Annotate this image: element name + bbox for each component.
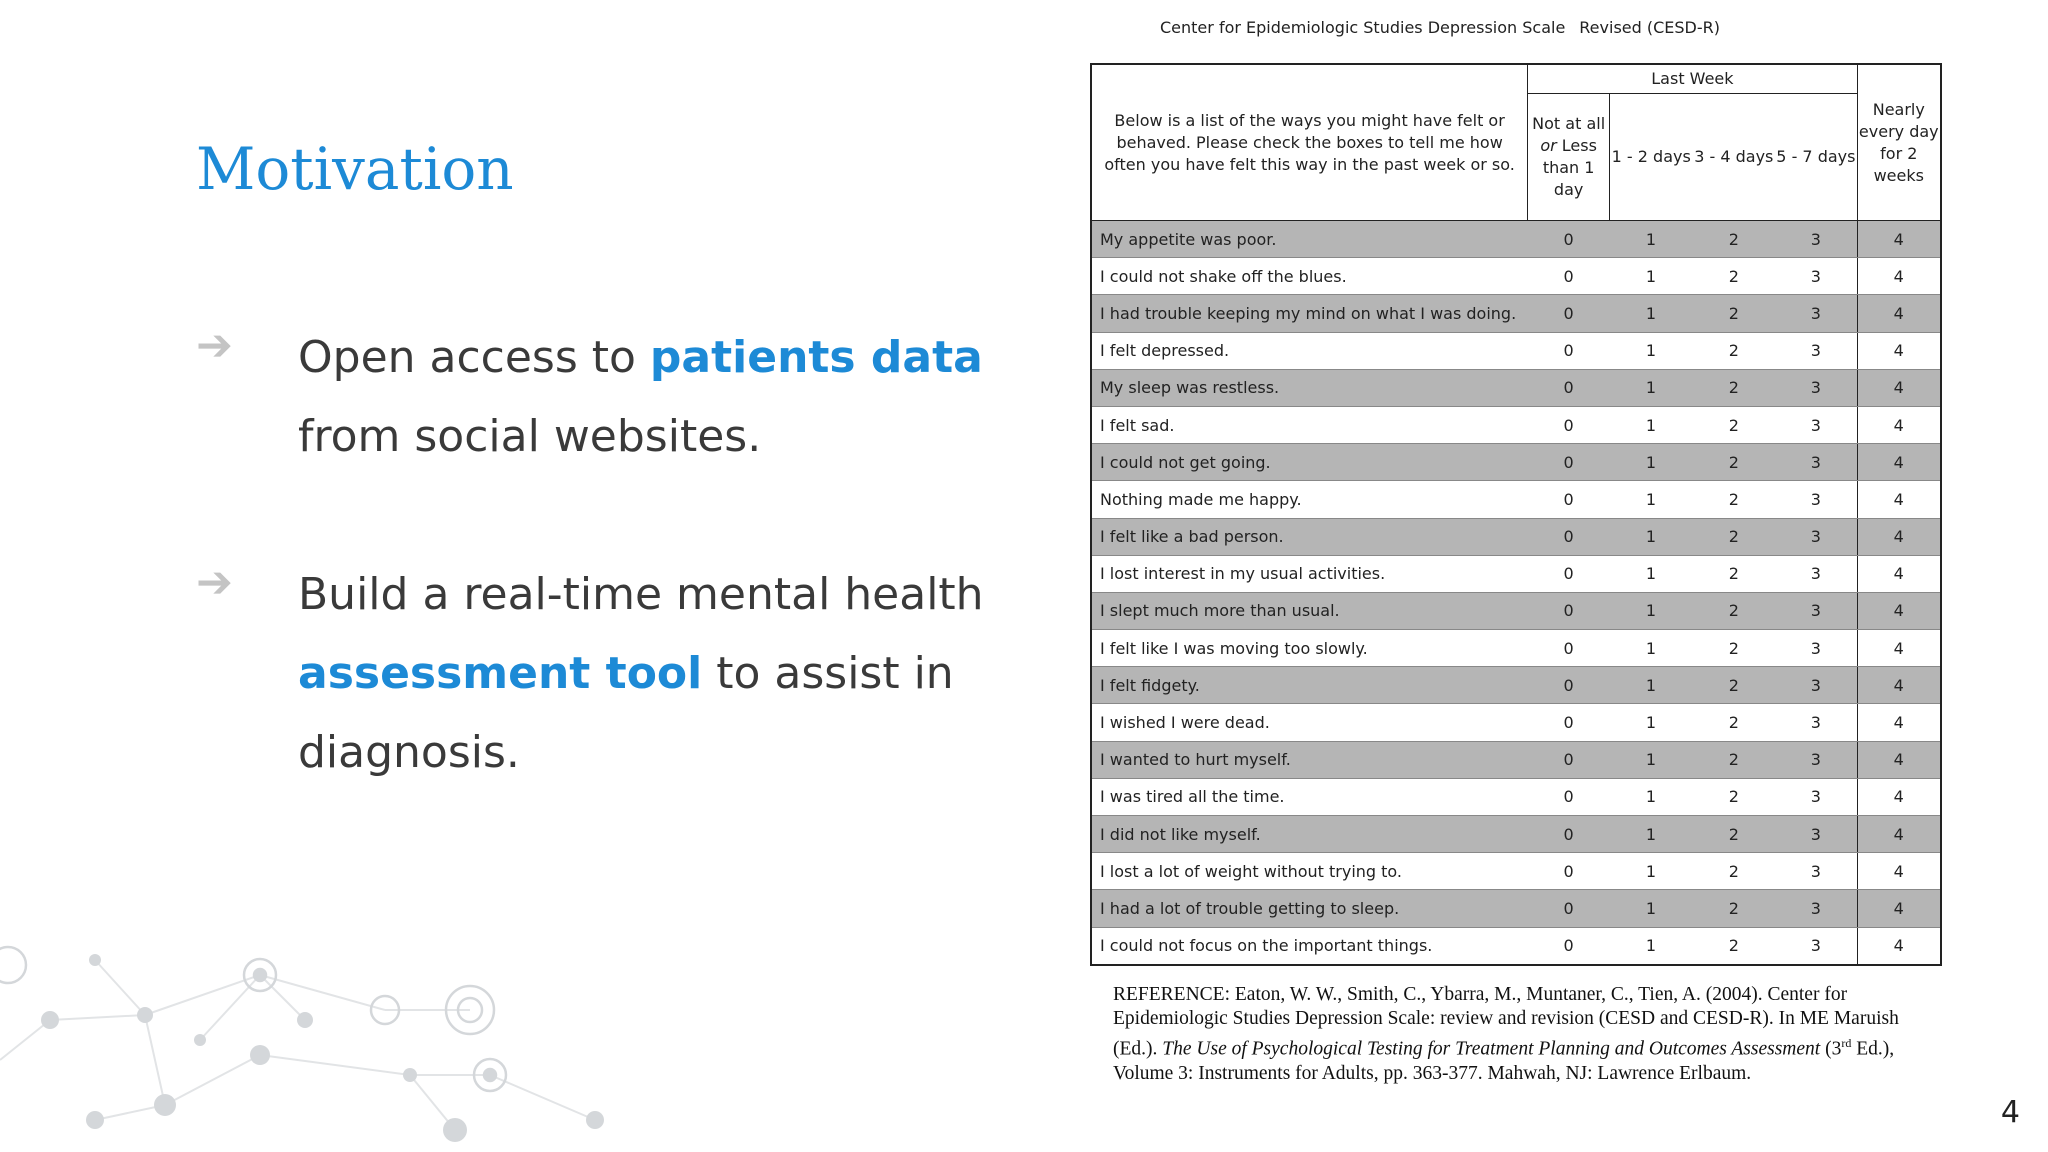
score-cell: 3 — [1775, 518, 1857, 555]
table-row — [1091, 778, 1941, 815]
score-cell: 1 — [1610, 667, 1693, 704]
item-text: I felt like a bad person. — [1091, 518, 1528, 555]
score-cell: 1 — [1610, 444, 1693, 481]
score-cell: 3 — [1775, 369, 1857, 406]
highlight-text: assessment tool — [298, 648, 703, 699]
score-cell: 3 — [1775, 555, 1857, 592]
score-cell: 0 — [1528, 406, 1610, 443]
table-row — [1091, 630, 1941, 667]
score-cell: 3 — [1775, 221, 1857, 258]
score-cell: 3 — [1775, 853, 1857, 890]
item-text: My appetite was poor. — [1091, 221, 1528, 258]
item-text: I could not get going. — [1091, 444, 1528, 481]
score-cell: 2 — [1692, 816, 1775, 853]
score-cell: 3 — [1775, 295, 1857, 332]
score-cell: 2 — [1692, 592, 1775, 629]
item-text: My sleep was restless. — [1091, 369, 1528, 406]
item-text: I felt sad. — [1091, 406, 1528, 443]
item-text: I slept much more than usual. — [1091, 592, 1528, 629]
slide-title: Motivation — [196, 135, 514, 203]
score-cell: 4 — [1857, 295, 1941, 332]
table-row — [1091, 890, 1941, 927]
score-cell: 3 — [1775, 332, 1857, 369]
score-cell: 2 — [1692, 890, 1775, 927]
table-title: Center for Epidemiologic Studies Depression Scale Revised (CESD-R) — [1160, 18, 1720, 37]
score-cell: 4 — [1857, 816, 1941, 853]
table-row — [1091, 369, 1941, 406]
score-cell: 2 — [1692, 704, 1775, 741]
score-cell: 3 — [1775, 444, 1857, 481]
nearly-every-day-header: Nearly every day for 2 weeks — [1857, 64, 1941, 221]
item-text: I was tired all the time. — [1091, 778, 1528, 815]
score-cell: 0 — [1528, 555, 1610, 592]
score-cell: 3 — [1775, 592, 1857, 629]
score-cell: 4 — [1857, 258, 1941, 295]
score-cell: 2 — [1692, 481, 1775, 518]
score-cell: 3 — [1775, 704, 1857, 741]
bullet-text: Open access to patients data from social websites. — [298, 332, 983, 462]
score-cell: 1 — [1610, 481, 1693, 518]
score-cell: 3 — [1775, 778, 1857, 815]
score-cell: 0 — [1528, 704, 1610, 741]
score-cell: 1 — [1610, 630, 1693, 667]
score-cell: 2 — [1692, 778, 1775, 815]
arrow-icon: ➔ — [196, 320, 233, 371]
cesd-r-table — [1090, 63, 1942, 966]
arrow-icon: ➔ — [196, 557, 233, 608]
score-cell: 0 — [1528, 778, 1610, 815]
score-cell: 1 — [1610, 369, 1693, 406]
score-cell: 0 — [1528, 667, 1610, 704]
score-cell: 4 — [1857, 555, 1941, 592]
score-cell: 2 — [1692, 332, 1775, 369]
col-5-7-header: 5 - 7 days — [1775, 94, 1857, 221]
table-row — [1091, 406, 1941, 443]
score-cell: 2 — [1692, 853, 1775, 890]
item-text: I could not shake off the blues. — [1091, 258, 1528, 295]
score-cell: 2 — [1692, 927, 1775, 965]
score-cell: 1 — [1610, 853, 1693, 890]
table-row — [1091, 481, 1941, 518]
table-row — [1091, 518, 1941, 555]
col-3-4-header: 3 - 4 days — [1692, 94, 1775, 221]
item-text: I lost a lot of weight without trying to. — [1091, 853, 1528, 890]
table-row — [1091, 667, 1941, 704]
score-cell: 3 — [1775, 816, 1857, 853]
table-row — [1091, 816, 1941, 853]
item-text: I felt like I was moving too slowly. — [1091, 630, 1528, 667]
score-cell: 2 — [1692, 258, 1775, 295]
score-cell: 4 — [1857, 667, 1941, 704]
score-cell: 1 — [1610, 555, 1693, 592]
score-cell: 0 — [1528, 630, 1610, 667]
score-cell: 4 — [1857, 927, 1941, 965]
score-cell: 2 — [1692, 406, 1775, 443]
table-row — [1091, 741, 1941, 778]
score-cell: 0 — [1528, 481, 1610, 518]
reference-citation: REFERENCE: Eaton, W. W., Smith, C., Ybarra, M., Muntaner, C., Tien, A. (2004). Center for Epidemiologic Studies Depression Scale: review and revision (CESD and CESD-R). In ME Maruish (Ed.). The Use of Psychological Testing for Treatment Planning and Outcomes Assessment (3rd Ed.), Volume 3: Instruments for Adults, pp. 363-377. Mahwah, NJ: Lawrence Erlbaum. — [1113, 984, 1899, 1084]
table-row — [1091, 444, 1941, 481]
score-cell: 3 — [1775, 481, 1857, 518]
item-text: I felt depressed. — [1091, 332, 1528, 369]
instruction-header: Below is a list of the ways you might have felt or behaved. Please check the boxes to tell me how often you have felt this way in the past week or so. — [1091, 64, 1528, 221]
item-text: I felt fidgety. — [1091, 667, 1528, 704]
score-cell: 1 — [1610, 741, 1693, 778]
score-cell: 0 — [1528, 741, 1610, 778]
table-row — [1091, 853, 1941, 890]
score-cell: 2 — [1692, 518, 1775, 555]
score-cell: 2 — [1692, 667, 1775, 704]
table-row — [1091, 332, 1941, 369]
bullet-text: Build a real-time mental health assessment tool to assist in diagnosis. — [298, 569, 984, 778]
score-cell: 2 — [1692, 630, 1775, 667]
table-row — [1091, 704, 1941, 741]
last-week-header: Last Week — [1528, 64, 1857, 94]
table-row — [1091, 258, 1941, 295]
score-cell: 2 — [1692, 295, 1775, 332]
score-cell: 2 — [1692, 555, 1775, 592]
score-cell: 2 — [1692, 369, 1775, 406]
item-text: I wished I were dead. — [1091, 704, 1528, 741]
score-cell: 0 — [1528, 853, 1610, 890]
not-at-all-header: Not at all or Less than 1 day — [1528, 94, 1610, 221]
score-cell: 3 — [1775, 667, 1857, 704]
score-cell: 1 — [1610, 295, 1693, 332]
score-cell: 4 — [1857, 406, 1941, 443]
score-cell: 0 — [1528, 890, 1610, 927]
score-cell: 4 — [1857, 221, 1941, 258]
score-cell: 3 — [1775, 890, 1857, 927]
item-text: I could not focus on the important things. — [1091, 927, 1528, 965]
score-cell: 0 — [1528, 369, 1610, 406]
score-cell: 1 — [1610, 704, 1693, 741]
score-cell: 3 — [1775, 630, 1857, 667]
score-cell: 0 — [1528, 518, 1610, 555]
table-body — [1091, 221, 1941, 965]
score-cell: 0 — [1528, 295, 1610, 332]
score-cell: 4 — [1857, 853, 1941, 890]
score-cell: 0 — [1528, 592, 1610, 629]
score-cell: 4 — [1857, 444, 1941, 481]
col-1-2-header: 1 - 2 days — [1610, 94, 1693, 221]
score-cell: 1 — [1610, 518, 1693, 555]
score-cell: 1 — [1610, 258, 1693, 295]
score-cell: 1 — [1610, 890, 1693, 927]
table-row — [1091, 295, 1941, 332]
score-cell: 4 — [1857, 741, 1941, 778]
item-text: I had trouble keeping my mind on what I was doing. — [1091, 295, 1528, 332]
score-cell: 3 — [1775, 741, 1857, 778]
table-row — [1091, 555, 1941, 592]
score-cell: 4 — [1857, 778, 1941, 815]
score-cell: 4 — [1857, 630, 1941, 667]
score-cell: 1 — [1610, 406, 1693, 443]
score-cell: 4 — [1857, 704, 1941, 741]
score-cell: 4 — [1857, 518, 1941, 555]
score-cell: 3 — [1775, 406, 1857, 443]
score-cell: 4 — [1857, 592, 1941, 629]
score-cell: 0 — [1528, 816, 1610, 853]
score-cell: 0 — [1528, 221, 1610, 258]
score-cell: 0 — [1528, 444, 1610, 481]
item-text: I lost interest in my usual activities. — [1091, 555, 1528, 592]
score-cell: 1 — [1610, 927, 1693, 965]
highlight-text: patients data — [649, 332, 983, 383]
item-text: I did not like myself. — [1091, 816, 1528, 853]
item-text: I wanted to hurt myself. — [1091, 741, 1528, 778]
score-cell: 2 — [1692, 444, 1775, 481]
score-cell: 4 — [1857, 890, 1941, 927]
score-cell: 0 — [1528, 258, 1610, 295]
table-row — [1091, 221, 1941, 258]
score-cell: 1 — [1610, 592, 1693, 629]
score-cell: 4 — [1857, 332, 1941, 369]
score-cell: 1 — [1610, 332, 1693, 369]
score-cell: 0 — [1528, 332, 1610, 369]
score-cell: 1 — [1610, 778, 1693, 815]
table-row — [1091, 927, 1941, 965]
score-cell: 4 — [1857, 369, 1941, 406]
item-text: I had a lot of trouble getting to sleep. — [1091, 890, 1528, 927]
score-cell: 2 — [1692, 221, 1775, 258]
table-row — [1091, 592, 1941, 629]
score-cell: 0 — [1528, 927, 1610, 965]
score-cell: 2 — [1692, 741, 1775, 778]
item-text: Nothing made me happy. — [1091, 481, 1528, 518]
score-cell: 3 — [1775, 258, 1857, 295]
page-number: 4 — [2000, 1095, 2020, 1130]
score-cell: 4 — [1857, 481, 1941, 518]
score-cell: 1 — [1610, 816, 1693, 853]
score-cell: 3 — [1775, 927, 1857, 965]
score-cell: 1 — [1610, 221, 1693, 258]
